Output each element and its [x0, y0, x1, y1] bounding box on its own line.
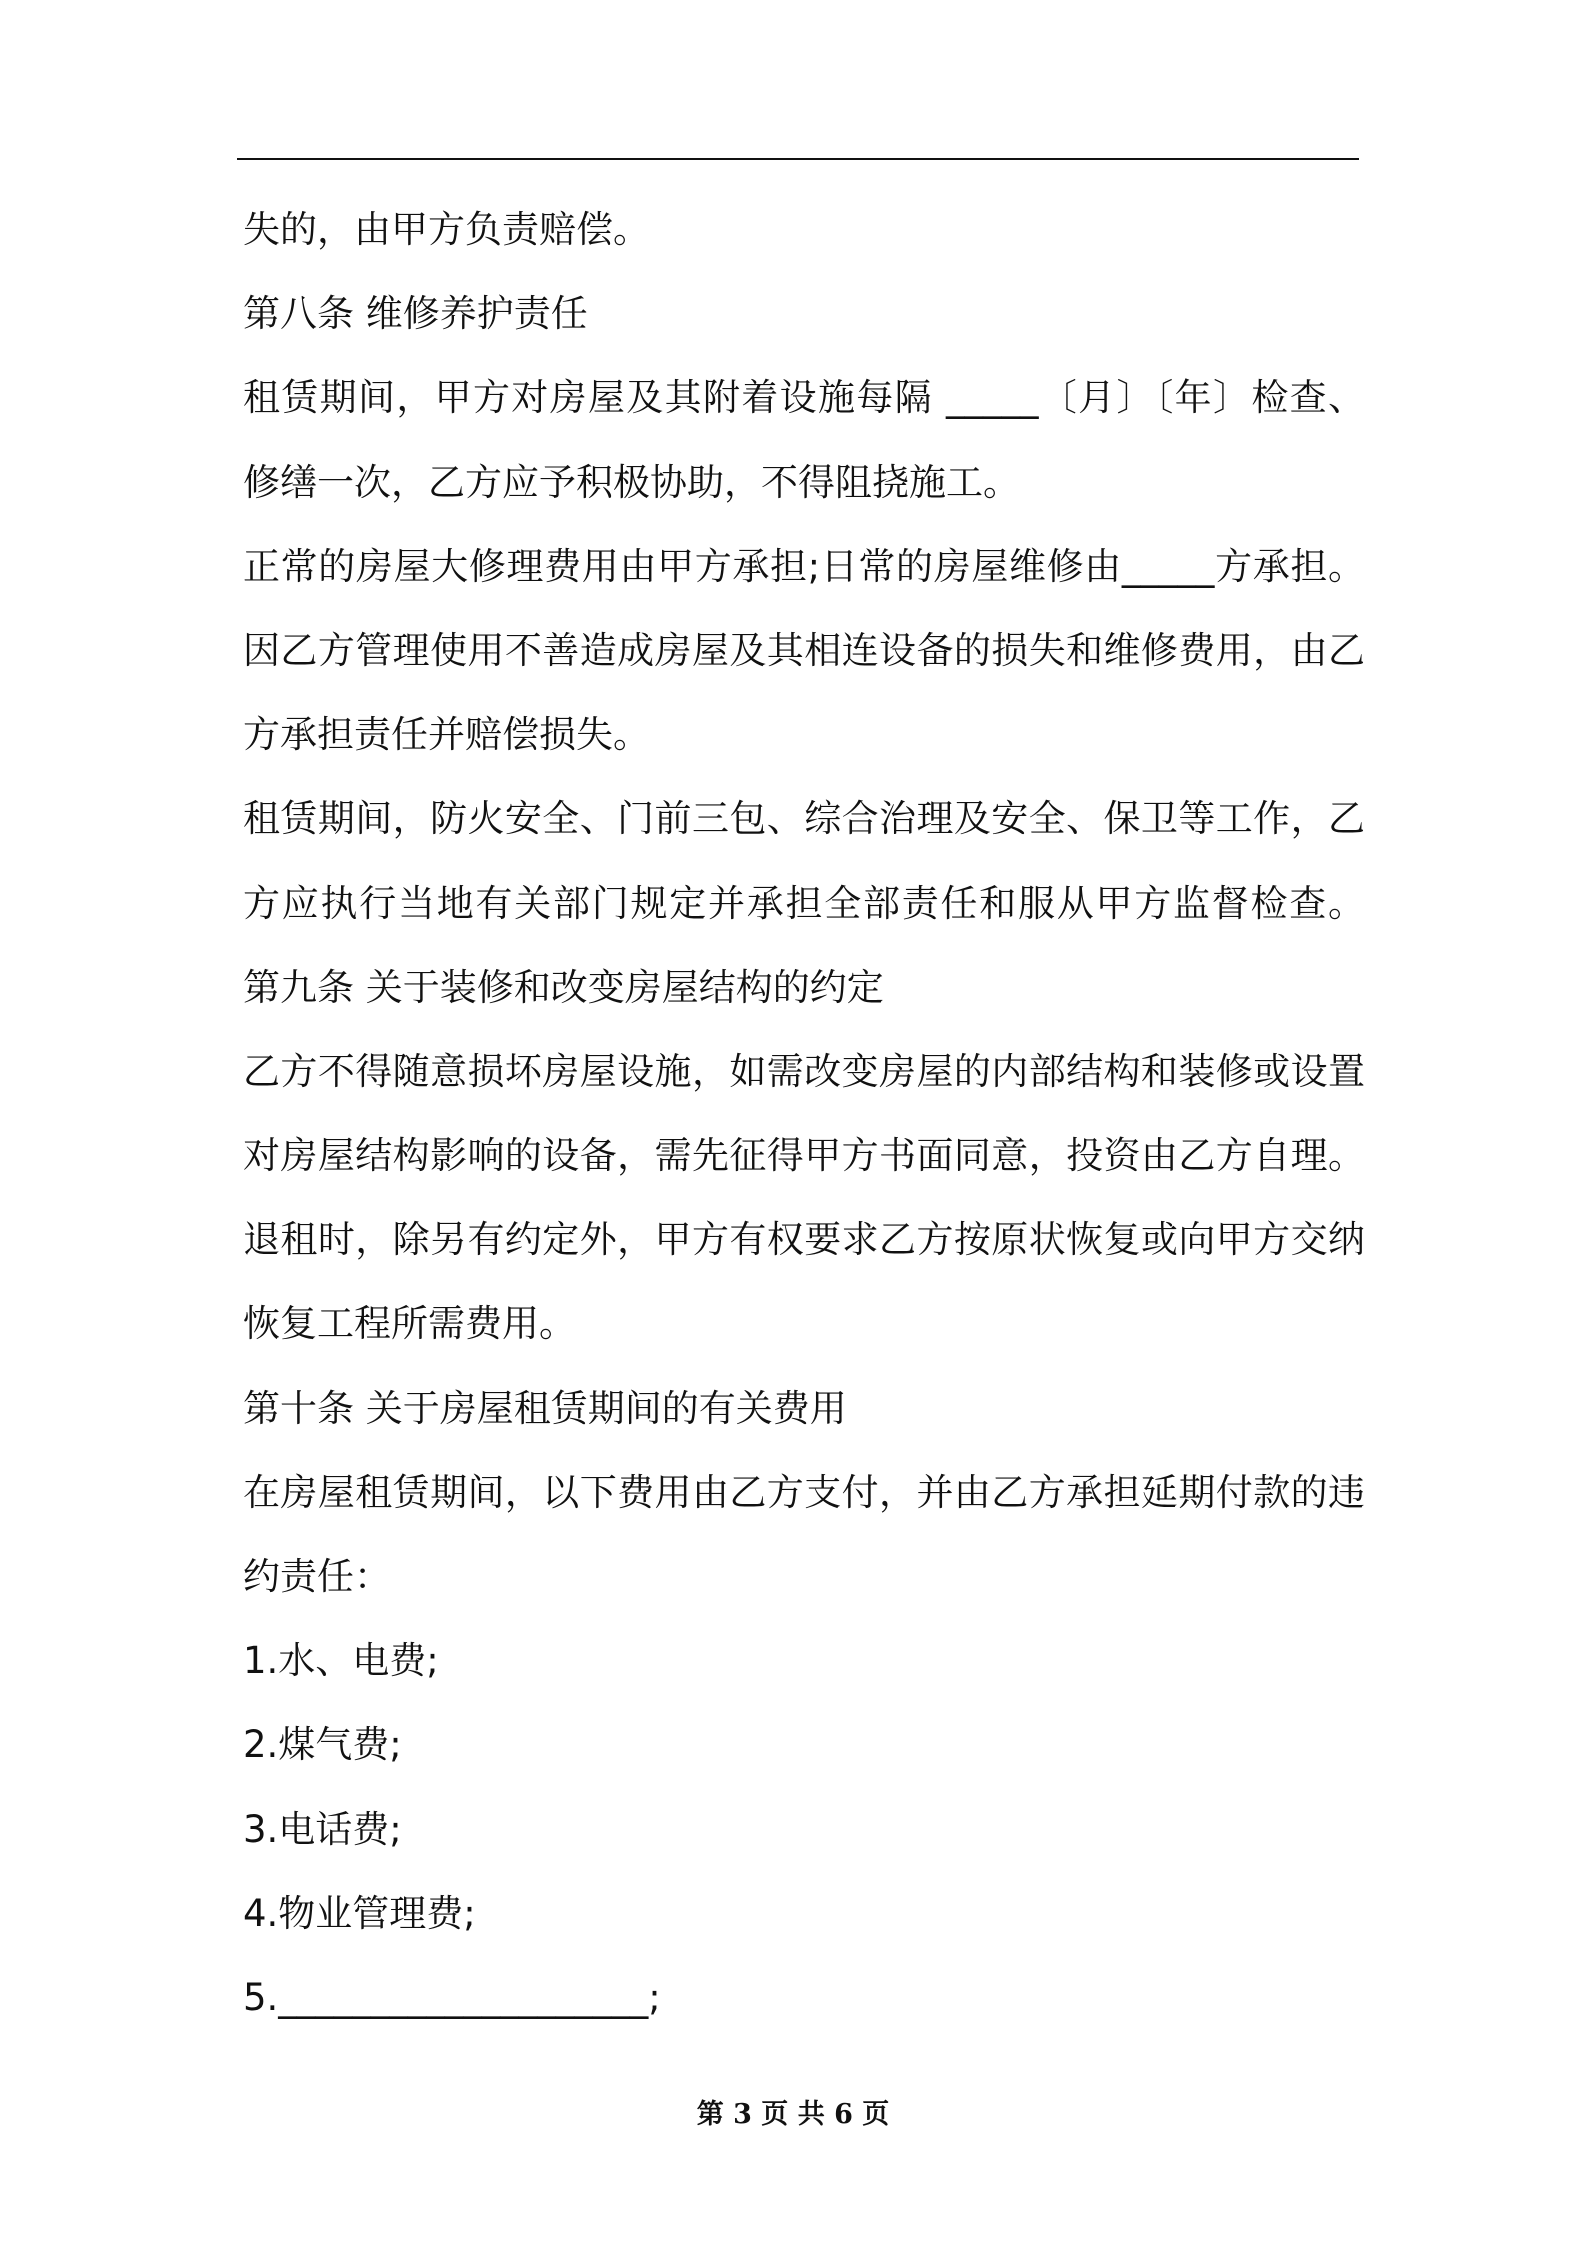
text-line: 3.电话费;: [243, 1807, 402, 1851]
text-line: 退租时，除另有约定外，甲方有权要求乙方按原状恢复或向甲方交纳: [243, 1218, 1365, 1262]
page-number-footer: 第 3 页 共 6 页: [696, 2099, 890, 2130]
text-line: 方承担责任并赔偿损失。: [243, 713, 650, 757]
text-line: 因乙方管理使用不善造成房屋及其相连设备的损失和维修费用，由乙: [243, 628, 1365, 672]
header-rule: [237, 158, 1359, 160]
text-line: 约责任：: [243, 1555, 391, 1598]
text-line: 4.物业管理费;: [243, 1891, 476, 1935]
text-line: 第十条 关于房屋租赁期间的有关费用: [243, 1386, 847, 1430]
text-line: 在房屋租赁期间，以下费用由乙方支付，并由乙方承担延期付款的违: [243, 1470, 1365, 1514]
text-line: 第八条 维修养护责任: [243, 292, 588, 336]
text-line: 租赁期间，防火安全、门前三包、综合治理及安全、保卫等工作，乙: [243, 797, 1365, 841]
text-line: 正常的房屋大修理费用由甲方承担;日常的房屋维修由_____方承担。: [243, 544, 1365, 588]
text-line: 失的，由甲方负责赔偿。: [243, 208, 650, 251]
text-line: 2.煤气费;: [243, 1723, 402, 1767]
text-line: 对房屋结构影响的设备，需先征得甲方书面同意，投资由乙方自理。: [243, 1134, 1365, 1178]
text-line: 乙方不得随意损坏房屋设施，如需改变房屋的内部结构和装修或设置: [243, 1049, 1365, 1093]
text-line: 方应执行当地有关部门规定并承担全部责任和服从甲方监督检查。: [243, 881, 1365, 925]
text-line: 5.____________________;: [243, 1975, 661, 2019]
text-line: 第九条 关于装修和改变房屋结构的约定: [243, 965, 884, 1009]
document-body: [243, 188, 1365, 2040]
text-line: 租赁期间，甲方对房屋及其附着设施每隔 _____〔月〕〔年〕检查、: [243, 376, 1365, 420]
text-line: 修缮一次，乙方应予积极协助，不得阻挠施工。: [243, 460, 1020, 504]
text-line: 恢复工程所需费用。: [243, 1302, 576, 1346]
text-line: 1.水、电费;: [243, 1639, 439, 1683]
